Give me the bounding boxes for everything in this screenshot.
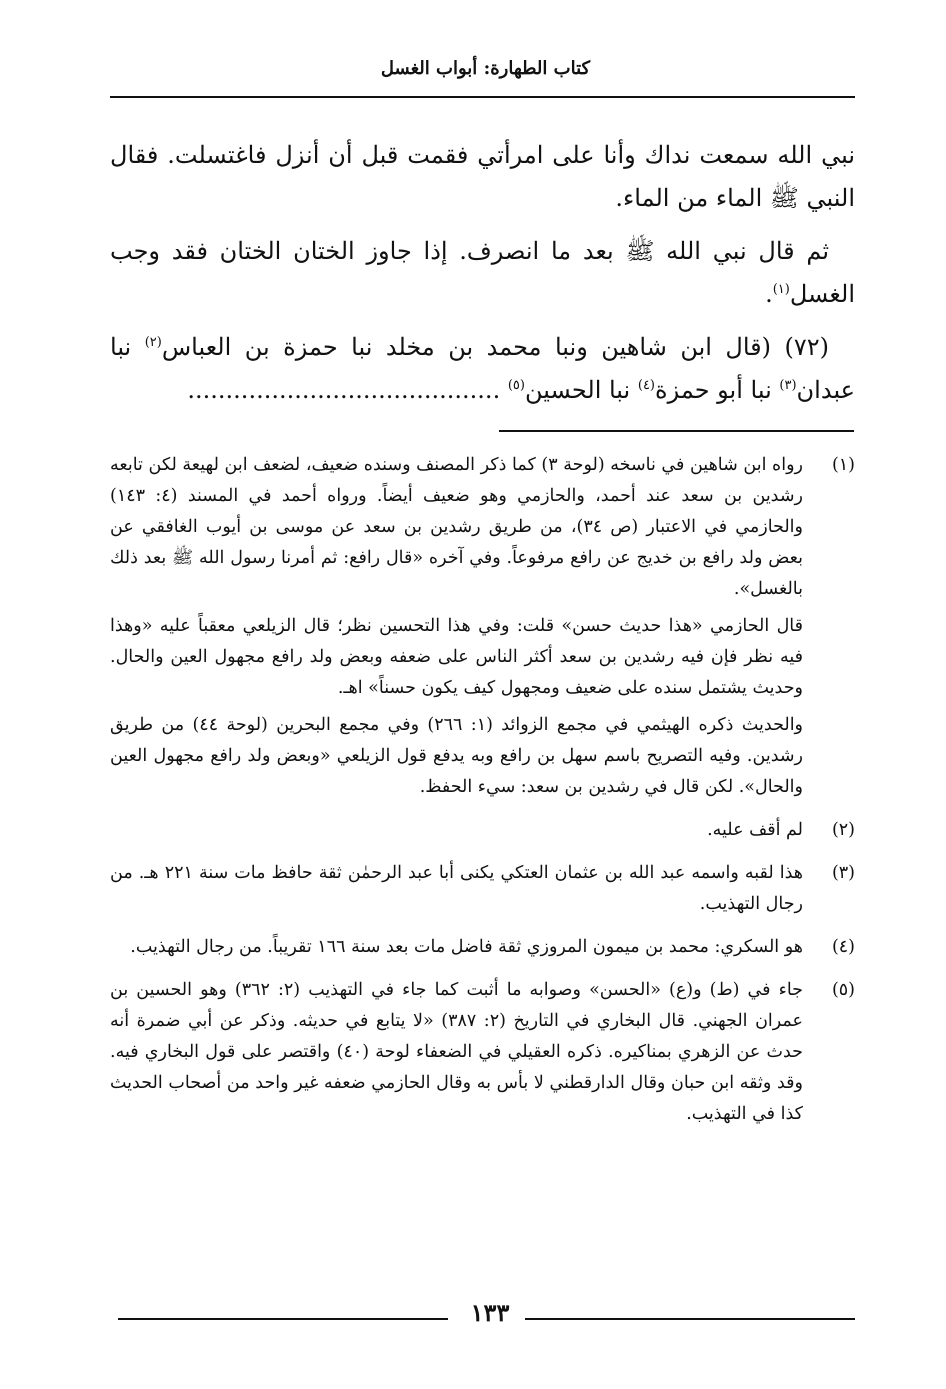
footnote-separator xyxy=(499,430,854,432)
hadith-chain-part-b: نبا عبدان xyxy=(110,333,855,404)
header-rule xyxy=(110,96,855,98)
ellipsis-dots: ......................................... xyxy=(187,376,508,404)
footnote-paragraph: رواه ابن شاهين في ناسخه (لوحة ٣) كما ذكر المصنف وسنده ضعيف، لضعف ابن لهيعة لكن تابعه رشدين بن سعد عند أحمد، والحازمي وهو ضعيف أيضاً. ورواه أحمد في المسند (٤: ١٤٣) والحازمي في الاعتبار (ص ٣٤)، من طريق رشدين بن سعد عن موسى بن أيوب الغافقي عن بعض ولد رافع بن خديج عن رافع مرفوعاً. وفي آخره «قال رافع: ثم أمرنا رسول الله ﷺ بعد ذلك بالغسل». xyxy=(110,455,803,599)
main-paragraph-2-end: . xyxy=(765,280,773,308)
footnote-body xyxy=(110,975,803,1136)
footnote-body xyxy=(110,450,803,809)
footnote-4 xyxy=(110,932,855,969)
footnote-paragraph: جاء في (ط) و(ع) «الحسن» وصوابه ما أثبت كما جاء في التهذيب (٢: ٣٦٢) وهو الحسين بن عمران الجهني. قال البخاري في التاريخ (٢: ٣٨٧) «لا يتابع في حديثه. وذكر عن أبي ضمرة أنه حدث عن الزهري بمناكيره. ذكره العقيلي في الضعفاء لوحة (٤٠) واقتصر على قول البخاري فيه. وقد وثقه ابن حبان وقال الدارقطني لا بأس به وقال الحازمي ضعفه غير واحد من أصحاب الحديث كذا في التهذيب. xyxy=(110,980,804,1124)
footnote-body xyxy=(110,858,803,926)
footnote-paragraph: والحديث ذكره الهيثمي في مجمع الزوائد (١: ٢٦٦) وفي مجمع البحرين (لوحة ٤٤) من طريق رشدين. وفيه التصريح باسم سهل بن رافع وبه يدفع قول الزيلعي «وبعض ولد رافع مجهول العين والحال». لكن قال في رشدين بن سعد: سيء الحفظ. xyxy=(110,715,804,797)
footnote-number: (٥) xyxy=(831,980,855,1000)
main-paragraph-2 xyxy=(110,230,855,316)
footnote-2 xyxy=(110,815,855,852)
hadith-chain-part-c: نبا أبو حمزة xyxy=(655,376,780,404)
footnote-ref-4: (٤) xyxy=(637,378,655,393)
footnotes xyxy=(110,450,855,1142)
main-paragraph-1: نبي الله سمعت نداك وأنا على امرأتي فقمت قبل أن أنزل فاغتسلت. فقال النبي ﷺ الماء من الماء. xyxy=(110,141,855,212)
main-paragraph-3 xyxy=(110,326,855,412)
footnote-paragraph: قال الحازمي «هذا حديث حسن» قلت: وفي هذا التحسين نظر؛ قال الزيلعي معقباً عليه «وهذا فيه نظر فإن فيه رشدين بن سعد أكثر الناس على ضعفه وبعض ولد رافع مجهول العين والحال. وحديث يشتمل سنده على ضعيف ومجهول كيف يكون حسناً» اهـ. xyxy=(110,616,803,698)
main-paragraph-2-text: ثم قال نبي الله ﷺ بعد ما انصرف. إذا جاوز الختان الختان فقد وجب الغسل xyxy=(110,237,855,308)
footnote-number: (٤) xyxy=(831,937,855,957)
page-number: ١٣٣ xyxy=(470,1298,510,1327)
footer-rule-right xyxy=(525,1318,855,1320)
footnote-3 xyxy=(110,858,855,926)
footnote-number: (٣) xyxy=(831,863,855,883)
footnote-paragraph: هو السكري: محمد بن ميمون المروزي ثقة فاضل مات بعد سنة ١٦٦ تقريباً. من رجال التهذيب. xyxy=(130,937,803,957)
footnote-paragraph: هذا لقبه واسمه عبد الله بن عثمان العتكي يكنى أبا عبد الرحمٰن ثقة حافظ مات سنة ٢٢١ هـ. من رجال التهذيب. xyxy=(110,863,803,914)
footnote-body xyxy=(110,815,803,852)
main-text xyxy=(110,134,855,422)
hadith-chain-part-d: نبا الحسين xyxy=(524,376,638,404)
footnote-number: (١) xyxy=(831,455,855,475)
footnote-ref-2: (٢) xyxy=(144,335,162,350)
footnote-ref-5: (٥) xyxy=(507,378,525,393)
footnote-ref-1: (١) xyxy=(772,282,790,297)
page-footer xyxy=(110,1298,855,1334)
footnote-5 xyxy=(110,975,855,1136)
footnote-number: (٢) xyxy=(831,820,855,840)
footer-rule-left xyxy=(118,1318,448,1320)
footnote-1 xyxy=(110,450,855,809)
footnote-ref-3: (٣) xyxy=(779,378,797,393)
footnote-paragraph: لم أقف عليه. xyxy=(707,820,803,840)
hadith-chain-part-a: (٧٢) (قال ابن شاهين ونبا محمد بن مخلد نبا حمزة بن العباس xyxy=(161,333,829,361)
running-header: كتاب الطهارة: أبواب الغسل xyxy=(380,58,591,79)
footnote-body xyxy=(110,932,803,969)
